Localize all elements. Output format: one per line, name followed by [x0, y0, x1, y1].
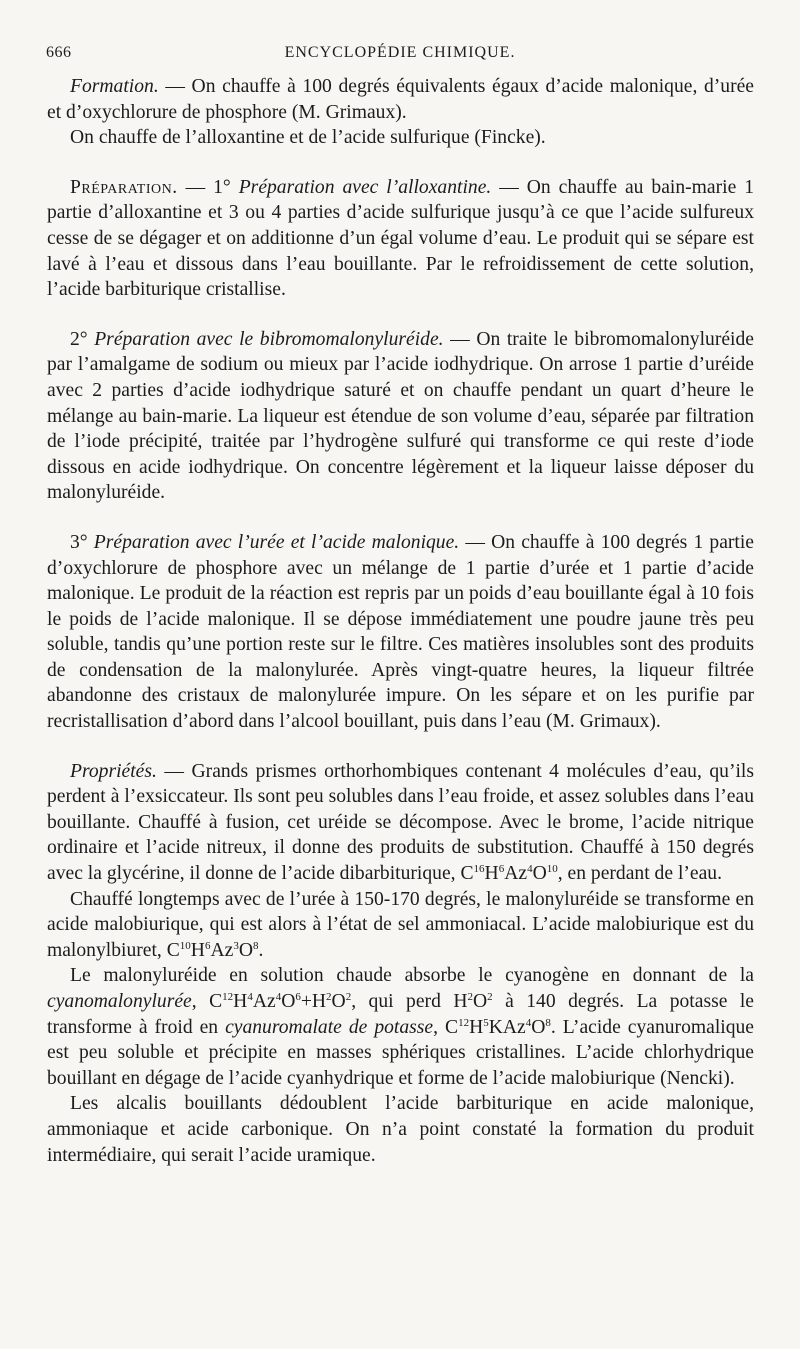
formula-dibarbituric: $C^{16}H^6Az^4O^{10}$	[460, 863, 558, 885]
running-header	[46, 44, 754, 68]
properties-paragraph-3: Le malonyluréide en solution chaude absorbe le cyanogène en donnant de la cyanomalonylurée, $C^{12}H^4Az^4O^6+H^2O^2$, qui perd $H^2O^2$ à 140 degrés. La potasse le transforme à froid en cyanuromalate de potasse, $C^{12}H^5KAz^4O^8$. L’acide cyanuromalique est peu soluble et précipite en masses sphériques cristallines. L’acide chlorhydrique bouillant en dégage de l’acide cyanhydrique et forme de l’acide malobiurique (Nencki).	[47, 965, 754, 1089]
formation-label: Formation.	[70, 76, 159, 97]
properties-paragraph-4: Les alcalis bouillants dédoublent l’acide barbiturique en acide malonique, ammoniaque et acide carbonique. On n’a point constaté la formation du produit intermédiaire, qui serait l’acide uramique.	[47, 1093, 754, 1166]
method-1-title: Préparation avec l’alloxantine.	[238, 176, 492, 198]
preparation-method-2: 2° Préparation avec le bibromomalonyluréide. — On traite le bibromomalonyluréide par l’amalgame de sodium ou mieux par l’acide iodhydrique. On arrose 1 partie d’uréide avec 2 parties d’acide iodhydrique saturé et on chauffe pendant un quart d’heure le mélange au bain-marie. La liqueur est étendue de son volume d’eau, séparée par filtration de l’iode précipité, traitée par l’hydrogène sulfuré qui transforme ce qui reste d’iode dissous en acide iodhydrique. On concentre légèrement et la liqueur laisse déposer du malonyluréide.	[47, 328, 754, 504]
running-title: ENCYCLOPÉDIE CHIMIQUE.	[284, 44, 516, 61]
preparation-label: Préparation.	[70, 176, 178, 198]
preparation-method-1: Préparation. — 1° Préparation avec l’alloxantine. — On chauffe au bain-marie 1 partie d’alloxantine et 3 ou 4 parties d’acide sulfurique jusqu’à ce que l’acide sulfureux cesse de se dégager et on additionne d’un égal volume d’eau. Le produit qui se sépare est lavé à l’eau et dissous dans l’eau bouillante. Par le refroidissement de cette solution, l’acide barbiturique cristallise.	[47, 176, 755, 301]
term-cyanomalonyluree: cyanomalonylurée	[47, 991, 192, 1012]
method-3-title: Préparation avec l’urée et l’acide malonique.	[93, 531, 460, 553]
formula-cyanuromalate: $C^{12}H^5KAz^4O^8$	[445, 1016, 551, 1038]
formula-malonylbiuret: $C^{10}H^6Az^3O^8$	[166, 939, 259, 961]
formula-water: $H^2O^2$	[453, 991, 493, 1012]
page-number: 666	[46, 44, 72, 61]
properties-paragraph: Propriétés. — Grands prismes orthorhombiques contenant 4 molécules d’eau, qu’ils perdent à l’exsiccateur. Ils sont peu solubles dans l’eau froide, et assez solubles dans l’eau bouillante. Chauffé à fusion, cet uréide se décompose. Avec le brome, l’acide nitrique ordinaire et l’acide nitreux, il donne des produits de substitution. Chauffé à 150 degrés avec la glycérine, il donne de l’acide dibarbiturique, $C^{16}H^6Az^4O^{10}$, en perdant de l’eau.	[47, 760, 754, 885]
properties-label: Propriétés.	[70, 760, 157, 782]
properties-paragraph-2: Chauffé longtemps avec de l’urée à 150-170 degrés, le malonyluréide se transforme en acide malobiurique, qui est alors à l’état de sel ammoniacal. L’acide malobiurique est du malonylbiuret, $C^{10}H^6Az^3O^8$.	[47, 888, 754, 961]
preparation-method-3: 3° Préparation avec l’urée et l’acide malonique. — On chauffe à 100 degrés 1 partie d’oxychlorure de phosphore avec un mélange de 1 partie d’urée et 1 partie d’acide malonique. Le produit de la réaction est repris par un poids d’eau bouillante égal à 10 fois le poids de l’acide malonique. Il se dépose immédiatement une poudre jaune très peu soluble, tandis qu’une portion reste sur le filtre. Ces matières insolubles sont des produits de condensation de la malonylurée. Après vingt-quatre heures, la liqueur filtrée abandonne des cristaux de malonylurée impure. On les sépare et on les purifie par recristallisation d’abord dans l’alcool bouillant, puis dans l’eau (M. Grimaux).	[47, 531, 755, 733]
body-text	[47, 74, 754, 1168]
formation-paragraph: Formation. — On chauffe à 100 degrés équivalents égaux d’acide malonique, d’urée et d’oxychlorure de phosphore (M. Grimaux).	[47, 76, 754, 123]
formula-cyanomalonyluree: $C^{12}H^4Az^4O^6+H^2O^2$	[209, 991, 352, 1012]
formation-paragraph-2: On chauffe de l’alloxantine et de l’acide sulfurique (Fincke).	[70, 127, 546, 149]
term-cyanuromalate: cyanuromalate de potasse	[225, 1016, 434, 1038]
method-2-title: Préparation avec le bibromomalonyluréide.	[94, 328, 444, 350]
